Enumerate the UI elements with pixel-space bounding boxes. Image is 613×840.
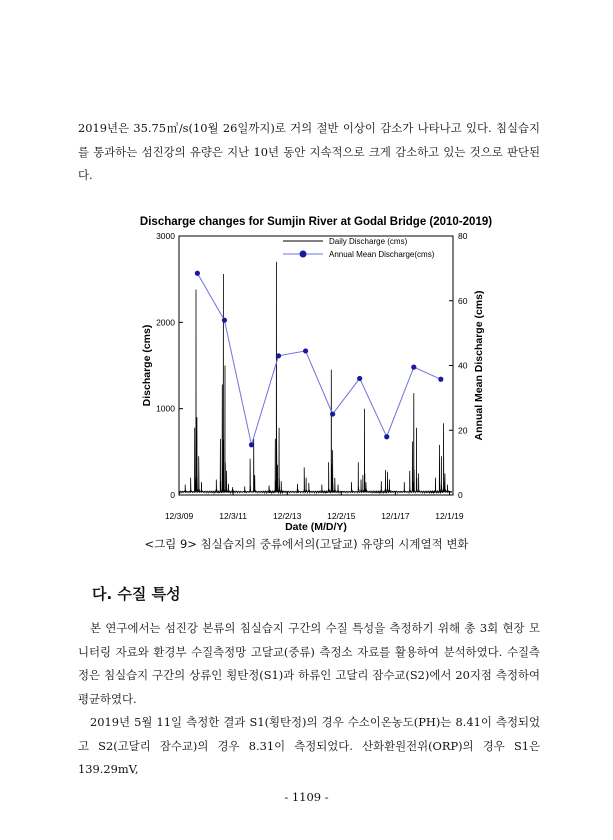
page-number: - 1109 - — [284, 790, 329, 804]
chart-title: Discharge changes for Sumjin River at Godal Bridge (2010-2019) — [139, 216, 493, 228]
figure-caption: <그림 9> 침실습지의 중류에서의(고달교) 유량의 시계열적 변화 — [144, 537, 469, 551]
annual-mean-point — [249, 442, 254, 447]
daily-discharge-line — [179, 262, 452, 493]
y2-tick-label: 0 — [458, 490, 463, 500]
y-tick-label: 3000 — [156, 231, 175, 241]
x-tick-label: 12/2/15 — [327, 511, 356, 521]
discharge-figure — [128, 211, 493, 537]
body-paragraph-2: 2019년 5월 11일 측정한 결과 S1(횡탄정)의 경우 수소이온농도(PH)는 8.41이 측정되었고 S2(고달리 잠수교)의 경우 8.31이 측정되었다. 산화환원전위(ORP)의 경우 S1은 139.29mV, — [78, 715, 540, 776]
x-tick-label: 12/3/09 — [164, 511, 194, 521]
x-tick-label: 12/1/17 — [381, 511, 410, 521]
y2-tick-label: 20 — [458, 425, 468, 436]
y2-axis-label: Annual Mean Discharge (cms) — [473, 290, 485, 441]
annual-mean-point — [411, 365, 416, 370]
intro-paragraph: 2019년은 35.75㎥/s(10월 26일까지)로 거의 절반 이상이 감소가 나타나고 있다. 침실습지를 통과하는 섬진강의 유량은 지난 10년 동안 지속적으로 크게 감소하고 있는 것으로 판단된다. — [78, 121, 540, 182]
x-tick-label: 12/2/13 — [273, 511, 302, 521]
section-heading: 다. 수질 특성 — [92, 585, 181, 603]
y-tick-label: 2000 — [156, 317, 175, 328]
y2-tick-label: 60 — [458, 295, 468, 306]
y-tick-label: 1000 — [156, 403, 175, 414]
x-axis-label: Date (M/D/Y) — [285, 521, 347, 533]
legend-annual-marker — [300, 251, 307, 258]
annual-mean-point — [303, 348, 308, 353]
x-tick-label: 12/1/19 — [435, 511, 464, 521]
annual-mean-point — [195, 271, 200, 276]
y-axis-label: Discharge (cms) — [141, 324, 153, 407]
y-tick-label: 0 — [170, 490, 175, 500]
discharge-chart — [128, 211, 493, 533]
annual-mean-line — [197, 273, 440, 445]
y2-tick-label: 40 — [458, 360, 468, 371]
annual-mean-point — [276, 353, 281, 358]
legend-daily-label: Daily Discharge (cms) — [329, 237, 408, 246]
annual-mean-point — [438, 377, 443, 382]
annual-mean-point — [330, 411, 335, 416]
legend-annual-label: Annual Mean Discharge(cms) — [329, 250, 435, 259]
body-paragraph-1: 본 연구에서는 섬진강 본류의 침실습지 구간의 수질 특성을 측정하기 위해 총 3회 현장 모니터링 자료와 환경부 수질측정망 고달교(중류) 측정소 자료를 활용하여 분석하였다. 수질측정은 침실습지 구간의 상류인 횡탄정(S1)과 하류인 고달리 잠수교(S2)에서 20지점 측정하여 평균하였다. — [78, 621, 540, 706]
y2-tick-label: 80 — [458, 231, 468, 241]
annual-mean-point — [357, 376, 362, 381]
annual-mean-point — [222, 318, 227, 323]
annual-mean-point — [384, 434, 389, 439]
x-tick-label: 12/3/11 — [219, 511, 247, 521]
